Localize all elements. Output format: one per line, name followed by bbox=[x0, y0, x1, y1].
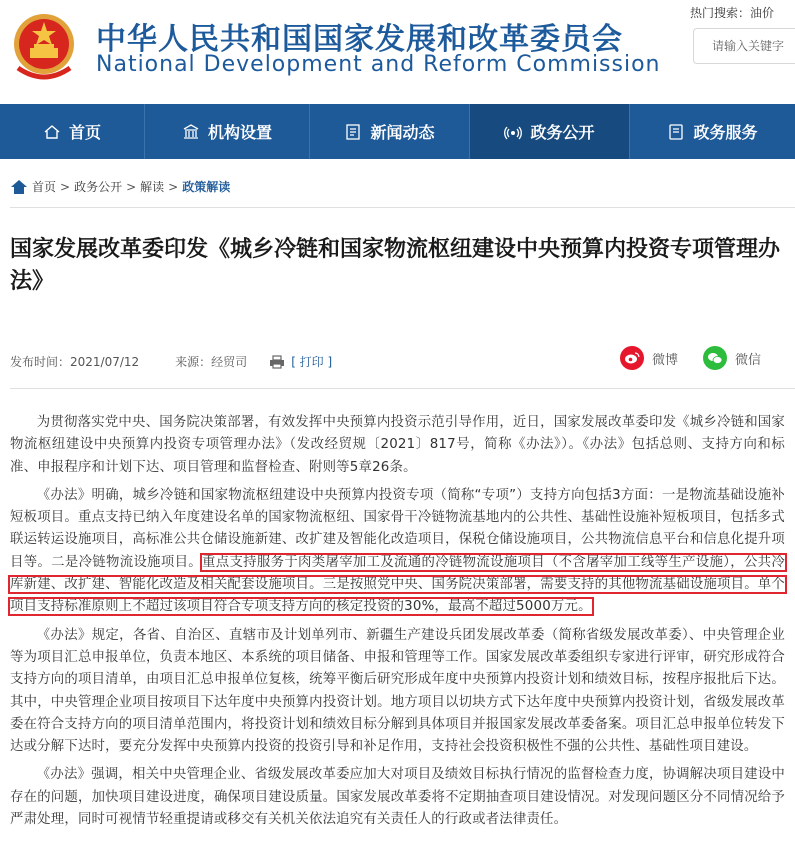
site-header bbox=[0, 0, 795, 104]
nav-item-news[interactable] bbox=[310, 104, 470, 159]
breadcrumb-item-policy[interactable]: 政策解读 bbox=[182, 180, 231, 194]
main-nav bbox=[0, 104, 795, 159]
nav-label: 政务服务 bbox=[693, 123, 758, 142]
breadcrumb-item-interpret[interactable]: 解读 bbox=[140, 180, 165, 194]
printer-icon bbox=[269, 355, 285, 369]
weibo-label: 微博 bbox=[652, 352, 679, 368]
nav-label: 政务公开 bbox=[530, 123, 595, 142]
publish-time: 发布时间：2021/07/12 bbox=[10, 355, 140, 369]
weibo-icon bbox=[620, 346, 644, 370]
paragraph-1: 为贯彻落实党中央、国务院决策部署，有效发挥中央预算内投资示范引导作用，近日，国家发展改革委印发《城乡冷链和国家物流枢纽建设中央预算内投资专项管理办法》（发改经贸规〔2021〕817号，简称《办法》）。《办法》包括总则、支持方向和标准、申报程序和计划下达、项目管理和监督检查、附则等5章26条。 bbox=[10, 415, 785, 475]
nav-item-organization[interactable] bbox=[145, 104, 310, 159]
article-meta bbox=[10, 353, 332, 370]
breadcrumb bbox=[10, 178, 230, 195]
highlighted-text: 重点支持服务于肉类屠宰加工及流通的冷链物流设施项目（不含屠宰加工线等生产设施），公共冷库新建、改扩建、智能化改造及相关配套设施项目。三是按照党中央、国务院决策部署，需要支持的其他物流基础设施项目。单个项目支持标准原则上不超过该项目符合专项支持方向的核定投资的30%，最高不超过5000万元。 bbox=[10, 554, 785, 615]
paragraph-3: 《办法》规定，各省、自治区、直辖市及计划单列市、新疆生产建设兵团发展改革委（简称省级发展改革委）、中央管理企业等为项目汇总申报单位，负责本地区、本系统的项目储备、申报和管理等工作。国家发展改革委组织专家进行评审，研究形成符合支持方向的项目清单，由项目汇总申报单位复核，统筹平衡后研究形成年度中央预算内投资计划和绩效目标，按程序报批后下达。其中，中央管理企业项目按项目下达年度中央预算内投资计划。地方项目以切块方式下达年度中央预算内投资计划，省级发展改革委在符合支持方向的项目清单范围内，将投资计划和绩效目标分解到具体项目并报国家发展改革委备案。项目汇总申报单位转发下达或分解下达时，要充分发挥中央预算内投资的投资引导和补足作用，支持社会投资积极性不强的公共性、基础性项目建设。 bbox=[10, 627, 785, 755]
nav-label: 首页 bbox=[68, 123, 101, 142]
breadcrumb-item-gov[interactable]: 政务公开 bbox=[74, 180, 123, 194]
broadcast-icon bbox=[504, 123, 522, 141]
nav-item-services[interactable] bbox=[630, 104, 795, 159]
nav-label: 机构设置 bbox=[207, 123, 272, 142]
divider bbox=[10, 388, 795, 389]
nav-item-home[interactable] bbox=[0, 104, 145, 159]
share-weibo[interactable] bbox=[620, 346, 678, 370]
site-title-en: National Development and Reform Commission bbox=[96, 52, 661, 77]
search-input[interactable]: 请输入关键字 bbox=[693, 28, 795, 64]
breadcrumb-item-home[interactable]: 首页 bbox=[32, 180, 57, 194]
national-emblem-icon[interactable] bbox=[10, 8, 78, 84]
site-title-cn[interactable]: 中华人民共和国国家发展和改革委员会 bbox=[96, 22, 623, 57]
breadcrumb-separator: > bbox=[60, 179, 71, 194]
print-label: [ 打印 ] bbox=[291, 355, 333, 369]
print-button[interactable] bbox=[269, 353, 332, 370]
breadcrumb-separator: > bbox=[126, 179, 137, 194]
article-title: 国家发展改革委印发《城乡冷链和国家物流枢纽建设中央预算内投资专项管理办法》 bbox=[10, 237, 781, 294]
breadcrumb-separator: > bbox=[168, 179, 179, 194]
news-icon bbox=[344, 123, 362, 141]
nav-item-government-affairs[interactable] bbox=[470, 104, 630, 159]
home-icon bbox=[10, 179, 28, 195]
article-source: 来源：经贸司 bbox=[175, 355, 248, 369]
hot-search-text[interactable]: 热门搜索：油价 bbox=[690, 6, 775, 20]
home-icon bbox=[43, 123, 61, 141]
wechat-label: 微信 bbox=[735, 352, 762, 368]
document-icon bbox=[667, 123, 685, 141]
article-body bbox=[10, 412, 785, 837]
share-wechat[interactable] bbox=[703, 346, 761, 370]
paragraph-2-text: 《办法》明确，城乡冷链和国家物流枢纽建设中央预算内投资专项（简称“专项”）支持方向包括3方面：一是物流基础设施补短板项目。重点支持已纳入年度建设名单的国家物流枢纽、国家骨干冷链物流基地内的公共性、基础性设施补短板项目，包括多式联运转运设施项目，高标准公共仓储设施新建、改扩建及智能化改造项目，保税仓储设施项目，公共物流信息平台和信息化提升项目等。二是冷链物流设施项目。 bbox=[10, 487, 785, 570]
paragraph-4: 《办法》强调，相关中央管理企业、省级发展改革委应加大对项目及绩效目标执行情况的监督检查力度，协调解决项目建设中存在的问题，加快项目建设进度，确保项目建设质量。国家发展改革委将不定期抽查项目建设情况。对发现问题区分不同情况给予严肃处理，同时可视情节轻重提请或移交有关机关依法追究有关责任人的行政或者法律责任。 bbox=[10, 767, 785, 828]
divider bbox=[10, 207, 795, 208]
nav-label: 新闻动态 bbox=[370, 123, 435, 142]
building-icon bbox=[182, 123, 200, 141]
wechat-icon bbox=[703, 346, 727, 370]
paragraph-2 bbox=[10, 485, 785, 619]
